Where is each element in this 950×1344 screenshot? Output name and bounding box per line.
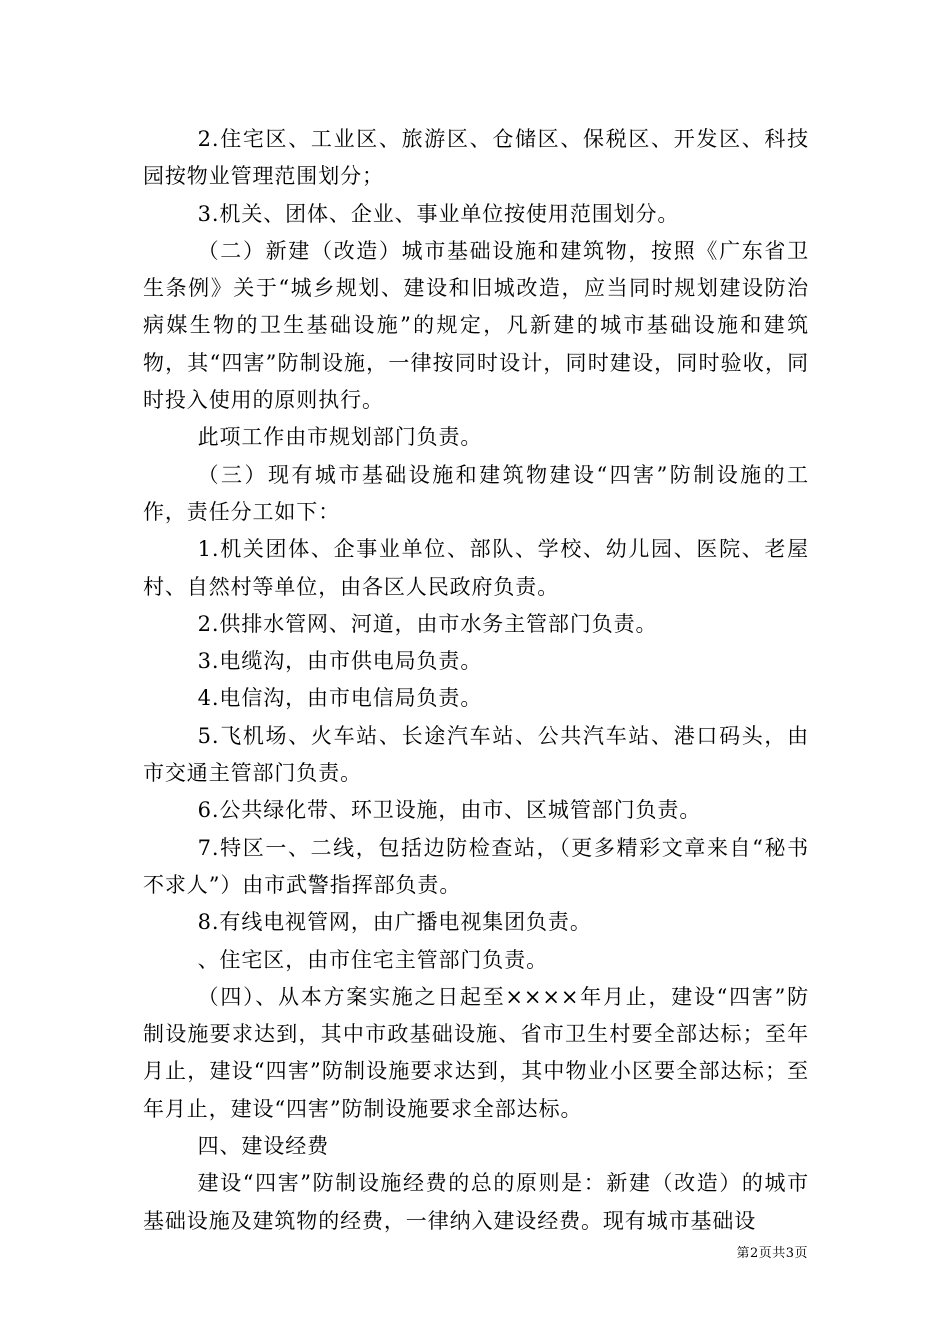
paragraph: 、住宅区，由市住宅主管部门负责。 — [197, 947, 548, 972]
paragraph: （三）现有城市基础设施和建筑物建设“四害”防制设施的工作，责任分工如下： — [143, 462, 809, 524]
paragraph: 6.公共绿化带、环卫设施，由市、区城管部门负责。 — [197, 798, 702, 823]
page-number-label: 第2页共3页 — [736, 1246, 808, 1261]
paragraph: 此项工作由市规划部门负责。 — [197, 425, 483, 450]
paragraph: 3.机关、团体、企业、事业单位按使用范围划分。 — [197, 201, 680, 226]
page-footer — [736, 1246, 808, 1262]
paragraph: 2.住宅区、工业区、旅游区、仓储区、保税区、开发区、科技园按物业管理范围划分； — [143, 127, 809, 189]
paragraph: 4.电信沟，由市电信局负责。 — [197, 686, 483, 711]
paragraph: 2.供排水管网、河道，由市水务主管部门负责。 — [197, 611, 658, 636]
paragraph: （四）、从本方案实施之日起至××××年月止，建设“四害”防制设施要求达到，其中市政基础设施、省市卫生村要全部达标；至年月止，建设“四害”防制设施要求达到，其中物业小区要全部达标；至年月止，建设“四害”防制设施要求全部达标。 — [143, 984, 809, 1121]
paragraph: 8.有线电视管网，由广播电视集团负责。 — [197, 910, 592, 935]
paragraph: （二）新建（改造）城市基础设施和建筑物，按照《广东省卫生条例》关于“城乡规划、建设和旧城改造，应当同时规划建设防治病媒生物的卫生基础设施”的规定，凡新建的城市基础设施和建筑物，其“四害”防制设施，一律按同时设计，同时建设，同时验收，同时投入使用的原则执行。 — [143, 238, 809, 413]
paragraph: 3.电缆沟，由市供电局负责。 — [197, 649, 483, 674]
paragraph: 7.特区一、二线，包括边防检查站，（更多精彩文章来自“秘书不求人”）由市武警指挥部负责。 — [143, 835, 809, 897]
section-heading: 四、建设经费 — [197, 1134, 329, 1159]
paragraph: 5.飞机场、火车站、长途汽车站、公共汽车站、港口码头，由市交通主管部门负责。 — [143, 723, 809, 786]
document-body — [143, 121, 809, 1240]
paragraph: 建设“四害”防制设施经费的总的原则是：新建（改造）的城市基础设施及建筑物的经费，一律纳入建设经费。现有城市基础设 — [143, 1171, 809, 1233]
paragraph: 1.机关团体、企事业单位、部队、学校、幼儿园、医院、老屋村、自然村等单位，由各区人民政府负责。 — [143, 537, 809, 599]
